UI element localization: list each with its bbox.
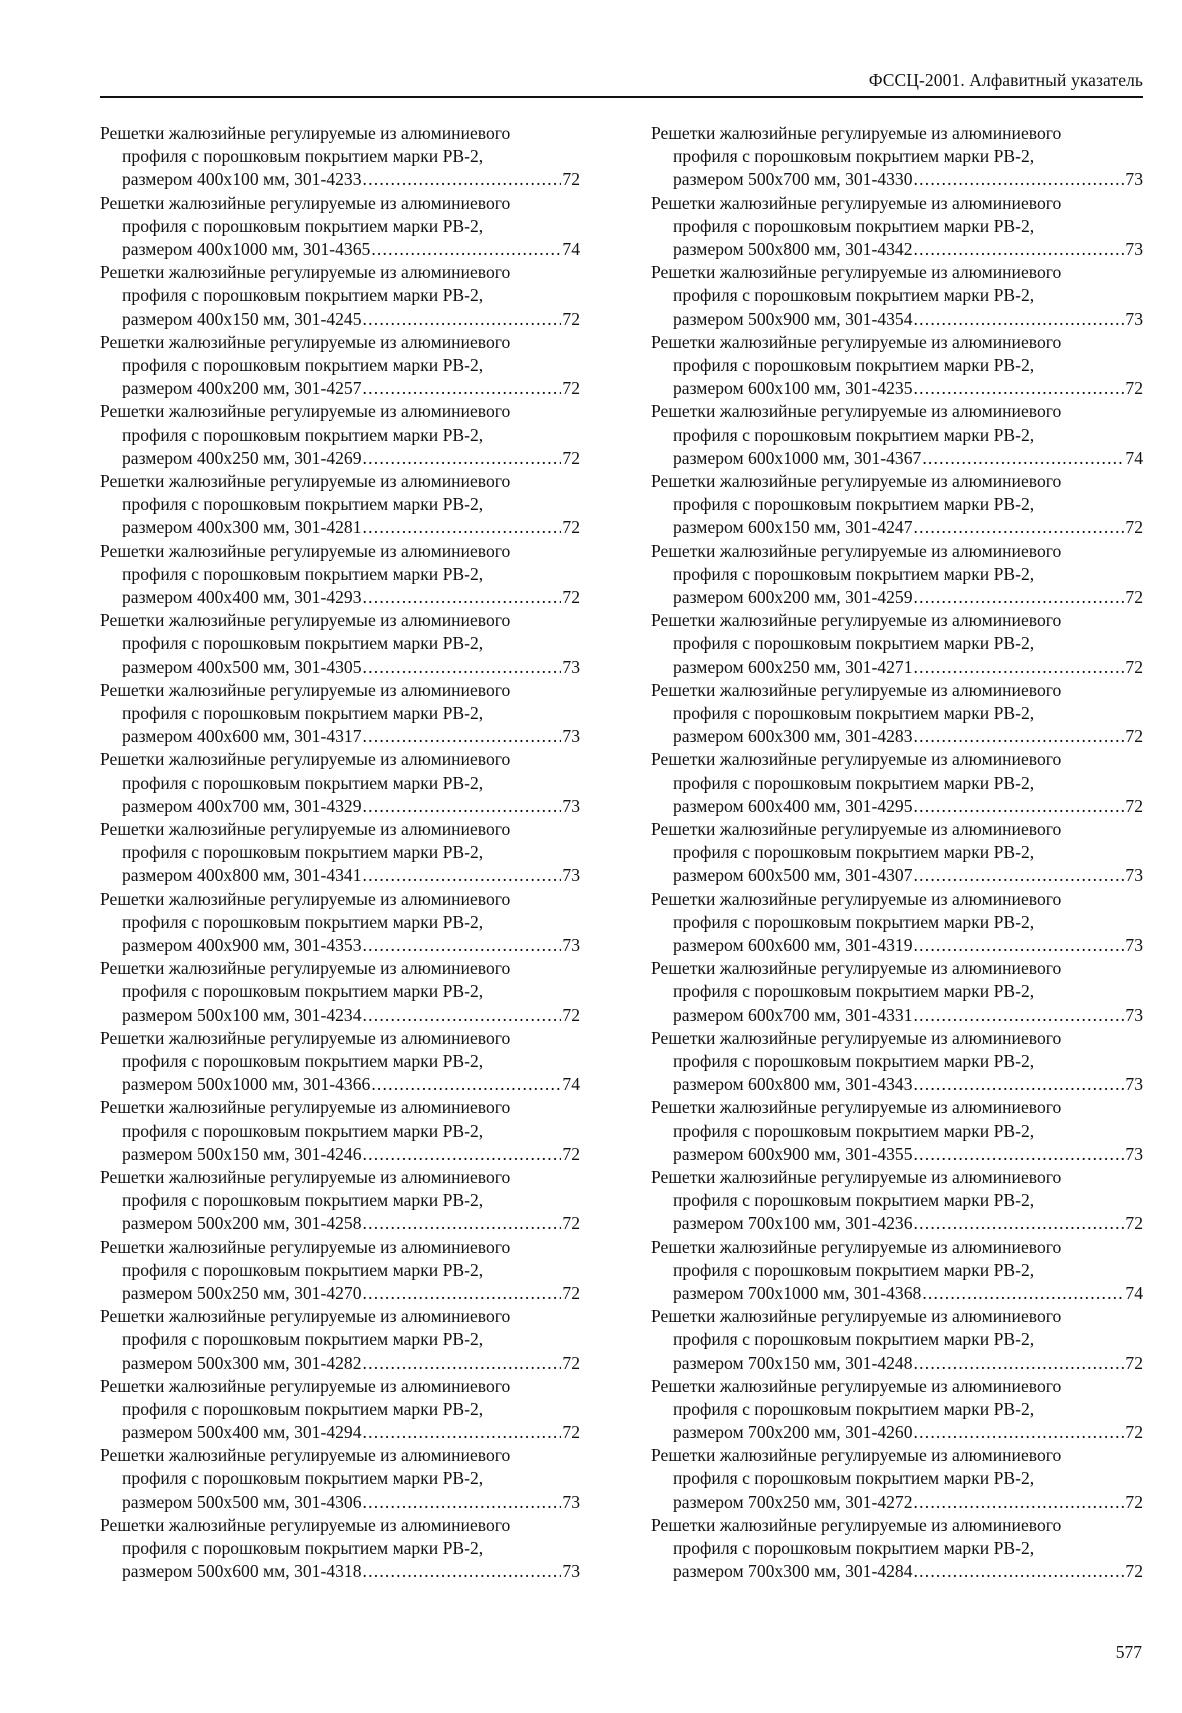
entry-size-line [651,795,1143,818]
entry-size-line [100,168,580,191]
entry-size-code: размером 600х150 мм, 301-4247 [673,517,913,538]
index-entry [100,1375,580,1445]
entry-size-code: размером 400х300 мм, 301-4281 [122,517,362,538]
dot-leader [363,934,562,957]
dot-leader [363,1352,562,1375]
entry-size-line [651,864,1143,887]
entry-size-line [651,308,1143,331]
index-entry [651,609,1143,679]
dot-leader [363,1212,562,1235]
dot-leader [914,168,1125,191]
entry-title-line: Решетки жалюзийные регулируемые из алюминиевого [651,1375,1062,1396]
entry-description-line: профиля с порошковым покрытием марки РВ-2, [122,285,484,306]
entry-size-line [100,447,580,470]
entry-size-line [651,725,1143,748]
entry-size-code: размером 500х400 мм, 301-4294 [122,1422,362,1443]
entry-size-code: размером 500х900 мм, 301-4354 [673,308,913,329]
entry-description-line: профиля с порошковым покрытием марки РВ-2, [122,1120,484,1141]
entry-description-line: профиля с порошковым покрытием марки РВ-2, [673,1398,1035,1419]
entry-size-line [651,1073,1143,1096]
entry-title-line: Решетки жалюзийные регулируемые из алюминиевого [100,1375,511,1396]
entry-description-line: профиля с порошковым покрытием марки РВ-2, [673,1120,1035,1141]
dot-leader [914,656,1125,679]
entry-size-line [651,1282,1143,1305]
entry-size-line [100,656,580,679]
entry-title-line: Решетки жалюзийные регулируемые из алюминиевого [651,1236,1062,1257]
index-entry [651,1027,1143,1097]
entry-title-line: Решетки жалюзийные регулируемые из алюминиевого [651,958,1062,979]
entry-size-line [651,934,1143,957]
header-title: ФССЦ-2001. Алфавитный указатель [868,70,1143,90]
entry-title-line: Решетки жалюзийные регулируемые из алюминиевого [100,123,511,143]
entry-size-code: размером 600х900 мм, 301-4355 [673,1143,913,1164]
entry-size-line [651,586,1143,609]
index-entry [100,1514,580,1584]
index-entry [651,540,1143,610]
entry-page-ref: 72 [562,1352,580,1373]
entry-description-line: профиля с порошковым покрытием марки РВ-2, [673,354,1035,375]
entry-size-line [651,1560,1143,1583]
entry-description-line: профиля с порошковым покрытием марки РВ-2, [673,1468,1035,1489]
entry-description-line: профиля с порошковым покрытием марки РВ-2, [673,1259,1035,1280]
entry-page-ref: 72 [1125,1352,1143,1373]
entry-title-line: Решетки жалюзийные регулируемые из алюминиевого [100,1306,511,1327]
entry-page-ref: 72 [562,517,580,538]
entry-size-code: размером 600х800 мм, 301-4343 [673,1074,913,1095]
entry-page-ref: 72 [562,586,580,607]
index-entry [651,400,1143,470]
entry-page-ref: 72 [562,1004,580,1025]
dot-leader [363,656,562,679]
index-entry [651,748,1143,818]
dot-leader [363,1421,562,1444]
entry-size-line [100,864,580,887]
dot-leader [914,1212,1125,1235]
entry-description-line: профиля с порошковым покрытием марки РВ-2, [673,146,1035,167]
index-entry [100,1096,580,1166]
entry-size-code: размером 400х700 мм, 301-4329 [122,795,362,816]
entry-title-line: Решетки жалюзийные регулируемые из алюминиевого [651,1166,1062,1187]
entry-size-line [100,308,580,331]
dot-leader [363,168,562,191]
entry-size-code: размером 400х600 мм, 301-4317 [122,726,362,747]
entry-size-code: размером 500х700 мм, 301-4330 [673,169,913,190]
entry-description-line: профиля с порошковым покрытием марки РВ-2, [673,981,1035,1002]
index-column-left [100,122,580,1583]
index-entry [651,1375,1143,1445]
entry-description-line: профиля с порошковым покрытием марки РВ-2, [122,1468,484,1489]
entry-size-code: размером 700х250 мм, 301-4272 [673,1491,913,1512]
entry-page-ref: 72 [1125,656,1143,677]
entry-title-line: Решетки жалюзийные регулируемые из алюминиевого [100,1445,511,1466]
index-entry [100,957,580,1027]
entry-size-line [100,1491,580,1514]
entry-size-line [651,238,1143,261]
entry-size-code: размером 400х500 мм, 301-4305 [122,656,362,677]
entry-description-line: профиля с порошковым покрытием марки РВ-2, [122,1329,484,1350]
entry-size-code: размером 600х200 мм, 301-4259 [673,586,913,607]
index-column-right [651,122,1143,1583]
index-entry [651,1236,1143,1306]
entry-page-ref: 72 [562,1143,580,1164]
entry-size-line [100,795,580,818]
entry-page-ref: 73 [1125,1143,1143,1164]
page-header [100,70,1143,98]
entry-size-code: размером 500х300 мм, 301-4282 [122,1352,362,1373]
entry-page-ref: 73 [1125,934,1143,955]
entry-title-line: Решетки жалюзийные регулируемые из алюминиевого [651,888,1062,909]
dot-leader [363,516,562,539]
entry-title-line: Решетки жалюзийные регулируемые из алюминиевого [100,1027,511,1048]
dot-leader [922,447,1124,470]
index-entry [651,331,1143,401]
entry-title-line: Решетки жалюзийные регулируемые из алюминиевого [651,610,1062,631]
entry-size-line [651,1352,1143,1375]
entry-title-line: Решетки жалюзийные регулируемые из алюминиевого [651,470,1062,491]
entry-description-line: профиля с порошковым покрытием марки РВ-2, [122,494,484,515]
dot-leader [363,1143,562,1166]
entry-title-line: Решетки жалюзийные регулируемые из алюминиевого [651,123,1062,143]
index-entry [651,122,1143,192]
index-entry [651,1444,1143,1514]
entry-page-ref: 72 [1125,517,1143,538]
entry-size-code: размером 500х1000 мм, 301-4366 [122,1074,371,1095]
entry-page-ref: 73 [1125,239,1143,259]
entry-size-code: размером 400х1000 мм, 301-4365 [122,239,371,259]
index-entry [100,1305,580,1375]
entry-title-line: Решетки жалюзийные регулируемые из алюминиевого [651,1097,1062,1118]
entry-description-line: профиля с порошковым покрытием марки РВ-2, [673,494,1035,515]
dot-leader [914,1143,1125,1166]
entry-size-code: размером 600х400 мм, 301-4295 [673,795,913,816]
dot-leader [914,1491,1125,1514]
entry-size-line [100,516,580,539]
dot-leader [363,377,562,400]
entry-page-ref: 72 [1125,1561,1143,1582]
index-entry [100,609,580,679]
dot-leader [371,238,561,261]
entry-title-line: Решетки жалюзийные регулируемые из алюминиевого [100,540,511,561]
entry-size-code: размером 400х800 мм, 301-4341 [122,865,362,886]
entry-description-line: профиля с порошковым покрытием марки РВ-2, [673,563,1035,584]
entry-title-line: Решетки жалюзийные регулируемые из алюминиевого [100,1514,511,1535]
index-entry [100,1027,580,1097]
index-entry [100,679,580,749]
entry-page-ref: 73 [562,865,580,886]
entry-size-code: размером 500х800 мм, 301-4342 [673,239,913,259]
index-entry [651,1305,1143,1375]
entry-page-ref: 73 [1125,1074,1143,1095]
entry-description-line: профиля с порошковым покрытием марки РВ-2, [122,215,484,236]
dot-leader [363,1491,562,1514]
entry-page-ref: 74 [1125,1282,1143,1303]
index-entry [651,192,1143,262]
index-entry [651,1166,1143,1236]
index-entry [100,192,580,262]
entry-page-ref: 72 [562,1213,580,1234]
index-entry [651,470,1143,540]
entry-title-line: Решетки жалюзийные регулируемые из алюминиевого [100,1097,511,1118]
dot-leader [914,377,1125,400]
entry-description-line: профиля с порошковым покрытием марки РВ-2, [673,285,1035,306]
dot-leader [914,725,1125,748]
entry-description-line: профиля с порошковым покрытием марки РВ-2, [673,215,1035,236]
dot-leader [914,586,1125,609]
entry-title-line: Решетки жалюзийные регулируемые из алюминиевого [100,192,511,213]
entry-size-line [651,516,1143,539]
entry-page-ref: 72 [562,1282,580,1303]
entry-size-line [651,1004,1143,1027]
entry-size-code: размером 700х150 мм, 301-4248 [673,1352,913,1373]
entry-title-line: Решетки жалюзийные регулируемые из алюминиевого [651,818,1062,839]
entry-description-line: профиля с порошковым покрытием марки РВ-2, [673,1538,1035,1559]
dot-leader [363,447,562,470]
entry-description-line: профиля с порошковым покрытием марки РВ-2, [122,911,484,932]
entry-page-ref: 72 [562,447,580,468]
entry-size-code: размером 600х100 мм, 301-4235 [673,378,913,399]
entry-title-line: Решетки жалюзийные регулируемые из алюминиевого [100,331,511,352]
entry-title-line: Решетки жалюзийные регулируемые из алюминиевого [651,1514,1062,1535]
entry-size-code: размером 400х400 мм, 301-4293 [122,586,362,607]
page-number: 577 [1115,1642,1142,1662]
index-entry [651,957,1143,1027]
index-entry [651,1096,1143,1166]
entry-size-code: размером 700х300 мм, 301-4284 [673,1561,913,1582]
entry-description-line: профиля с порошковым покрытием марки РВ-2, [122,702,484,723]
entry-title-line: Решетки жалюзийные регулируемые из алюминиевого [100,1166,511,1187]
entry-size-code: размером 600х600 мм, 301-4319 [673,934,913,955]
entry-title-line: Решетки жалюзийные регулируемые из алюминиевого [100,818,511,839]
entry-size-code: размером 700х200 мм, 301-4260 [673,1422,913,1443]
index-entry [651,261,1143,331]
entry-size-code: размером 400х200 мм, 301-4257 [122,378,362,399]
entry-size-code: размером 500х600 мм, 301-4318 [122,1561,362,1582]
entry-description-line: профиля с порошковым покрытием марки РВ-2, [673,424,1035,445]
entry-description-line: профиля с порошковым покрытием марки РВ-2, [122,1050,484,1071]
entry-title-line: Решетки жалюзийные регулируемые из алюминиевого [651,401,1062,422]
entry-size-line [100,1004,580,1027]
entry-title-line: Решетки жалюзийные регулируемые из алюминиевого [100,401,511,422]
index-entry [100,540,580,610]
entry-description-line: профиля с порошковым покрытием марки РВ-2, [122,354,484,375]
entry-size-code: размером 400х150 мм, 301-4245 [122,308,362,329]
entry-page-ref: 73 [562,656,580,677]
entry-description-line: профиля с порошковым покрытием марки РВ-2, [673,1190,1035,1211]
entry-size-line [100,377,580,400]
entry-title-line: Решетки жалюзийные регулируемые из алюминиевого [100,1236,511,1257]
entry-page-ref: 72 [1125,1491,1143,1512]
dot-leader [914,795,1125,818]
entry-page-ref: 72 [562,169,580,190]
entry-title-line: Решетки жалюзийные регулируемые из алюминиевого [100,749,511,770]
entry-size-code: размером 600х700 мм, 301-4331 [673,1004,913,1025]
entry-size-code: размером 500х500 мм, 301-4306 [122,1491,362,1512]
dot-leader [914,1004,1125,1027]
entry-page-ref: 72 [1125,378,1143,399]
dot-leader [914,1560,1125,1583]
entry-size-line [100,586,580,609]
dot-leader [363,308,562,331]
entry-page-ref: 73 [1125,1004,1143,1025]
entry-size-line [100,1352,580,1375]
dot-leader [371,1073,561,1096]
dot-leader [922,1282,1124,1305]
entry-size-line [651,377,1143,400]
entry-size-line [651,1491,1143,1514]
entry-size-code: размером 400х100 мм, 301-4233 [122,169,362,190]
entry-description-line: профиля с порошковым покрытием марки РВ-2, [673,842,1035,863]
dot-leader [914,934,1125,957]
entry-size-line [100,1282,580,1305]
entry-description-line: профиля с порошковым покрытием марки РВ-2, [122,1398,484,1419]
entry-size-code: размером 700х1000 мм, 301-4368 [673,1282,922,1303]
index-entry [100,400,580,470]
index-entry [651,679,1143,749]
dot-leader [914,238,1125,261]
entry-page-ref: 72 [562,378,580,399]
dot-leader [363,586,562,609]
dot-leader [914,308,1125,331]
entry-size-code: размером 600х500 мм, 301-4307 [673,865,913,886]
entry-title-line: Решетки жалюзийные регулируемые из алюминиевого [100,888,511,909]
entry-title-line: Решетки жалюзийные регулируемые из алюминиевого [651,1445,1062,1466]
entry-size-line [651,1212,1143,1235]
entry-page-ref: 72 [1125,726,1143,747]
dot-leader [914,1073,1125,1096]
entry-description-line: профиля с порошковым покрытием марки РВ-2, [673,772,1035,793]
entry-description-line: профиля с порошковым покрытием марки РВ-2, [122,633,484,654]
dot-leader [914,516,1125,539]
index-entry [651,1514,1143,1584]
entry-size-line [651,1421,1143,1444]
entry-size-line [100,725,580,748]
dot-leader [914,1421,1125,1444]
entry-size-line [100,1560,580,1583]
entry-description-line: профиля с порошковым покрытием марки РВ-2, [122,1259,484,1280]
entry-description-line: профиля с порошковым покрытием марки РВ-2, [122,1538,484,1559]
entry-size-code: размером 500х150 мм, 301-4246 [122,1143,362,1164]
entry-size-code: размером 600х250 мм, 301-4271 [673,656,913,677]
entry-size-line [651,447,1143,470]
dot-leader [363,1560,562,1583]
entry-size-line [651,1143,1143,1166]
entry-page-ref: 72 [562,308,580,329]
entry-description-line: профиля с порошковым покрытием марки РВ-2, [673,633,1035,654]
index-entry [651,818,1143,888]
entry-size-line [100,1421,580,1444]
entry-size-line [100,1212,580,1235]
entry-page-ref: 73 [562,1491,580,1512]
entry-description-line: профиля с порошковым покрытием марки РВ-2, [122,842,484,863]
entry-title-line: Решетки жалюзийные регулируемые из алюминиевого [100,679,511,700]
entry-description-line: профиля с порошковым покрытием марки РВ-2, [122,772,484,793]
entry-page-ref: 73 [562,1561,580,1582]
entry-size-line [100,1143,580,1166]
index-entry [100,748,580,818]
entry-title-line: Решетки жалюзийные регулируемые из алюминиевого [651,331,1062,352]
index-entry [100,1236,580,1306]
entry-title-line: Решетки жалюзийные регулируемые из алюминиевого [651,192,1062,213]
entry-page-ref: 72 [1125,586,1143,607]
entry-size-line [651,656,1143,679]
index-entry [100,331,580,401]
entry-size-line [100,934,580,957]
entry-title-line: Решетки жалюзийные регулируемые из алюминиевого [100,262,511,283]
entry-size-code: размером 700х100 мм, 301-4236 [673,1213,913,1234]
dot-leader [363,1004,562,1027]
entry-page-ref: 72 [1125,1213,1143,1234]
entry-title-line: Решетки жалюзийные регулируемые из алюминиевого [100,470,511,491]
entry-size-line [651,168,1143,191]
dot-leader [914,864,1125,887]
index-entry [100,1444,580,1514]
entry-title-line: Решетки жалюзийные регулируемые из алюминиевого [651,1027,1062,1048]
entry-size-code: размером 400х250 мм, 301-4269 [122,447,362,468]
entry-page-ref: 72 [562,1422,580,1443]
entry-title-line: Решетки жалюзийные регулируемые из алюминиевого [651,679,1062,700]
dot-leader [363,864,562,887]
entry-size-line [100,1073,580,1096]
entry-description-line: профиля с порошковым покрытием марки РВ-2, [122,981,484,1002]
entry-page-ref: 74 [1125,447,1143,468]
entry-page-ref: 73 [562,934,580,955]
entry-description-line: профиля с порошковым покрытием марки РВ-2, [673,911,1035,932]
entry-description-line: профиля с порошковым покрытием марки РВ-2, [673,702,1035,723]
entry-page-ref: 74 [562,239,580,259]
entry-title-line: Решетки жалюзийные регулируемые из алюминиевого [100,610,511,631]
entry-description-line: профиля с порошковым покрытием марки РВ-2, [673,1329,1035,1350]
index-entry [100,818,580,888]
entry-page-ref: 74 [562,1074,580,1095]
entry-page-ref: 73 [1125,865,1143,886]
entry-description-line: профиля с порошковым покрытием марки РВ-2, [122,563,484,584]
entry-size-code: размером 400х900 мм, 301-4353 [122,934,362,955]
entry-page-ref: 73 [562,726,580,747]
entry-title-line: Решетки жалюзийные регулируемые из алюминиевого [651,749,1062,770]
index-entry [651,888,1143,958]
dot-leader [363,795,562,818]
entry-size-code: размером 500х250 мм, 301-4270 [122,1282,362,1303]
entry-page-ref: 73 [1125,169,1143,190]
entry-size-code: размером 500х100 мм, 301-4234 [122,1004,362,1025]
index-entry [100,470,580,540]
entry-size-code: размером 500х200 мм, 301-4258 [122,1213,362,1234]
entry-size-code: размером 600х1000 мм, 301-4367 [673,447,922,468]
entry-page-ref: 73 [1125,308,1143,329]
entry-title-line: Решетки жалюзийные регулируемые из алюминиевого [651,540,1062,561]
dot-leader [914,1352,1125,1375]
dot-leader [363,1282,562,1305]
entry-page-ref: 72 [1125,1422,1143,1443]
entry-page-ref: 73 [562,795,580,816]
index-entry [100,261,580,331]
entry-description-line: профиля с порошковым покрытием марки РВ-2, [122,424,484,445]
entry-page-ref: 72 [1125,795,1143,816]
entry-title-line: Решетки жалюзийные регулируемые из алюминиевого [651,262,1062,283]
entry-description-line: профиля с порошковым покрытием марки РВ-2, [673,1050,1035,1071]
entry-title-line: Решетки жалюзийные регулируемые из алюминиевого [651,1306,1062,1327]
dot-leader [363,725,562,748]
entry-description-line: профиля с порошковым покрытием марки РВ-2, [122,146,484,167]
index-entry [100,122,580,192]
entry-size-code: размером 600х300 мм, 301-4283 [673,726,913,747]
index-entry [100,888,580,958]
index-entry [100,1166,580,1236]
entry-description-line: профиля с порошковым покрытием марки РВ-2, [122,1190,484,1211]
entry-size-line [100,238,580,261]
entry-title-line: Решетки жалюзийные регулируемые из алюминиевого [100,958,511,979]
